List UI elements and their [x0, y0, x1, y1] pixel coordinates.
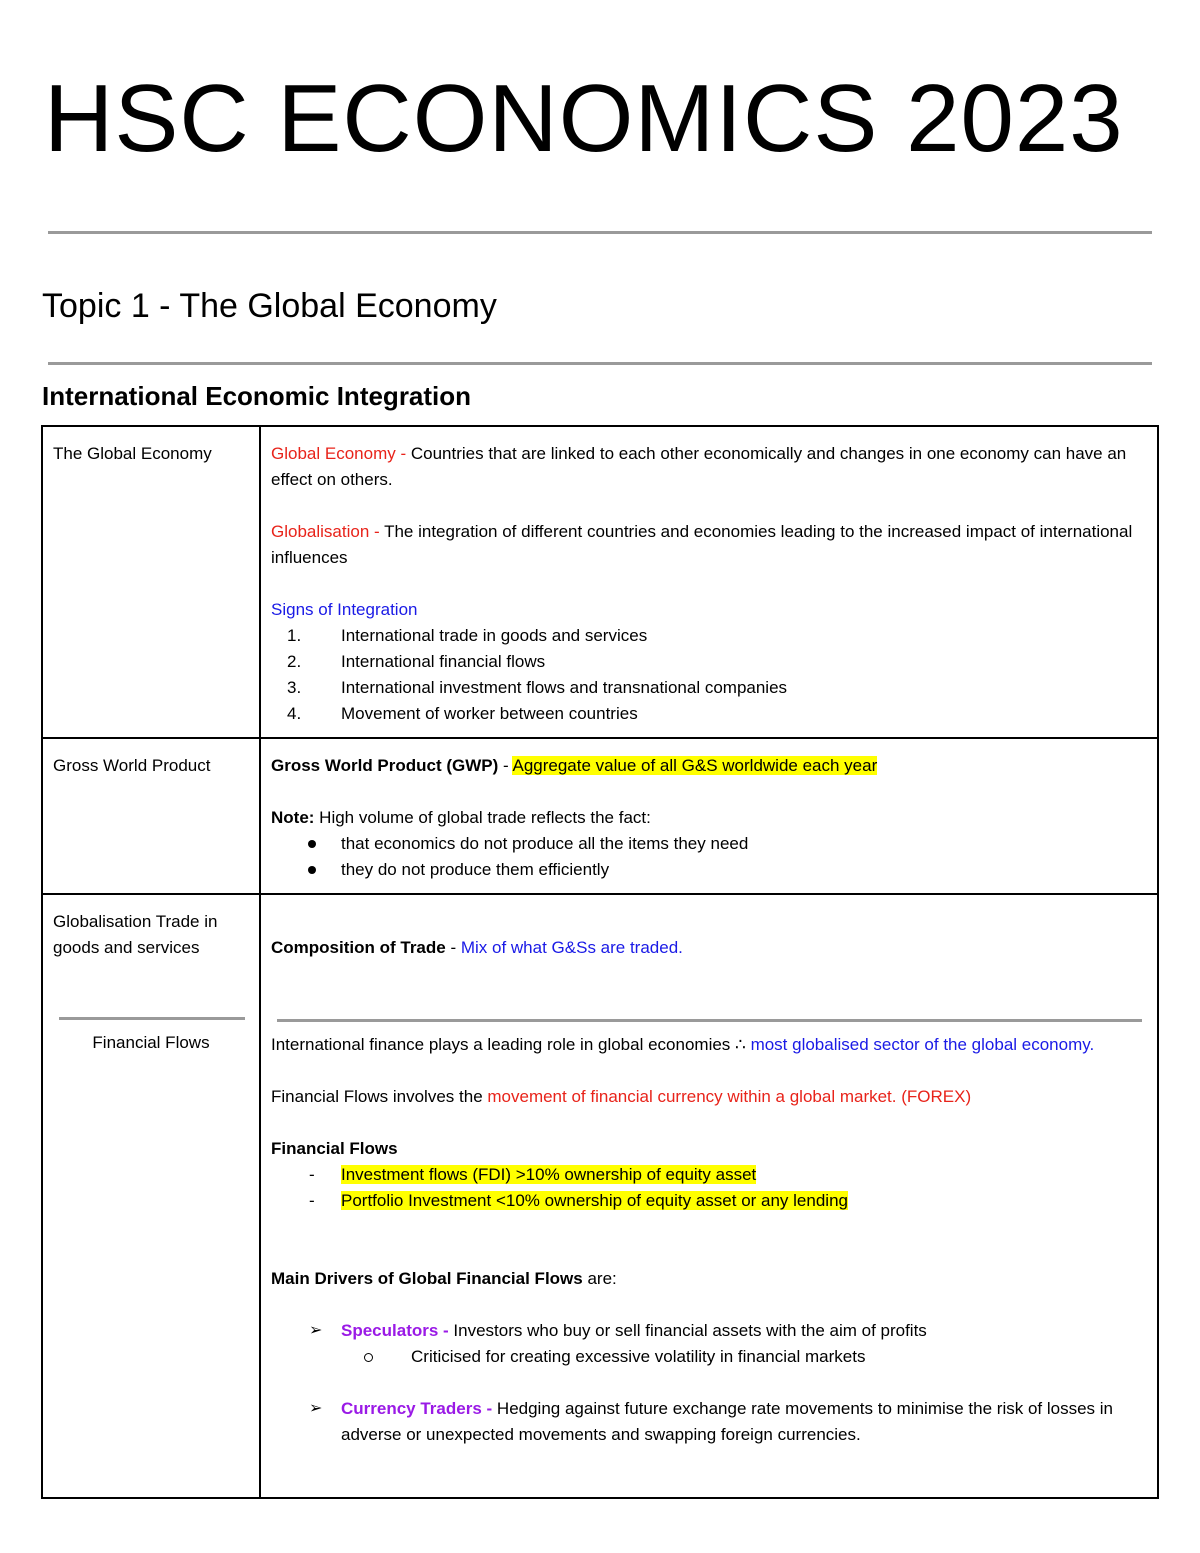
list-item: [271, 1318, 1147, 1370]
flow-types-list: [271, 1162, 1147, 1214]
table-row: [42, 738, 1158, 894]
highlighted-definition: Aggregate value of all G&S worldwide each year: [512, 756, 878, 775]
drivers-list: [271, 1396, 1147, 1448]
list-item: [271, 701, 1147, 727]
list-item: [271, 857, 1147, 883]
list-item-text: they do not produce them efficiently: [341, 860, 610, 879]
notes-table: [41, 425, 1159, 1499]
list-item: [271, 675, 1147, 701]
topic-heading: Topic 1 - The Global Economy: [42, 287, 497, 325]
flows-text: Financial Flows involves the: [271, 1087, 488, 1106]
list-item-text: International trade in goods and services: [341, 626, 648, 645]
bullet-icon: [308, 866, 316, 874]
row-label: Globalisation Trade in goods and services: [53, 912, 218, 957]
list-item-text: that economics do not produce all the items they need: [341, 834, 749, 853]
row-label: Gross World Product: [53, 756, 211, 775]
list-item-text: Investment flows (FDI) >10% ownership of equity asset: [341, 1165, 757, 1184]
definition-composition: [271, 935, 1147, 961]
definition-text: Mix of what G&Ss are traded.: [460, 938, 683, 957]
drivers-heading-text: Main Drivers of Global Financial Flows: [271, 1269, 583, 1288]
definition-globalisation: [271, 519, 1147, 571]
term: Gross World Product (GWP): [271, 756, 499, 775]
list-item-text: International financial flows: [341, 652, 546, 671]
list-number: 3.: [287, 678, 302, 697]
list-item: [271, 1162, 1147, 1188]
sub-list: [341, 1344, 1147, 1370]
table-row: [42, 894, 1158, 1498]
dash-marker: -: [309, 1191, 315, 1210]
list-item-text: Movement of worker between countries: [341, 704, 638, 723]
drivers-heading-suffix: are:: [582, 1269, 617, 1288]
document-title: HSC ECONOMICS 2023: [44, 65, 1124, 172]
circle-bullet-icon: [364, 1353, 373, 1362]
row-label-cell: [42, 426, 260, 738]
definition-global-economy: [271, 441, 1147, 493]
list-item: [271, 649, 1147, 675]
list-item: [271, 1396, 1147, 1448]
row-label: The Global Economy: [53, 444, 212, 463]
note-label: Note:: [271, 808, 315, 827]
term: Currency Traders -: [341, 1399, 493, 1418]
signs-list: [271, 623, 1147, 727]
note: [271, 805, 1147, 831]
row-content-cell: [260, 426, 1158, 738]
list-item-text: International investment flows and transnational companies: [341, 678, 788, 697]
bullet-icon: [308, 840, 316, 848]
list-item: [271, 1188, 1147, 1214]
finance-flows-definition: [271, 1084, 1147, 1110]
topic-divider: [48, 362, 1152, 365]
term: Composition of Trade: [271, 938, 446, 957]
term: Speculators -: [341, 1321, 449, 1340]
intro-emphasis: most globalised sector of the global economy.: [750, 1035, 1095, 1054]
separator: -: [445, 938, 461, 957]
signs-heading: Signs of Integration: [271, 600, 418, 619]
list-number: 1.: [287, 626, 302, 645]
row-content-cell: [260, 738, 1158, 894]
term: Globalisation -: [271, 522, 380, 541]
inner-divider: [59, 1017, 245, 1020]
financial-flows-heading: Financial Flows: [271, 1139, 398, 1158]
arrow-bullet-icon: ➢: [309, 1400, 323, 1417]
flows-emphasis: movement of financial currency within a global market. (FOREX): [487, 1087, 972, 1106]
definition-gwp: [271, 753, 1147, 779]
list-item: [271, 623, 1147, 649]
row-label-cell: [42, 738, 260, 894]
intro-text: International finance plays a leading role in global economies ∴: [271, 1035, 751, 1054]
row-sublabel: Financial Flows: [92, 1033, 210, 1052]
note-bullets: [271, 831, 1147, 883]
table-row: [42, 426, 1158, 738]
list-number: 2.: [287, 652, 302, 671]
list-number: 4.: [287, 704, 302, 723]
definition-text: The integration of different countries and economies leading to the increased impact of international influences: [271, 522, 1133, 567]
drivers-heading: [271, 1266, 1147, 1292]
list-item-text: Hedging against future exchange rate movements to minimise the risk of losses in adverse or unexpected movements and swapping foreign currencies.: [341, 1399, 1113, 1444]
list-item-text: Criticised for creating excessive volatility in financial markets: [411, 1347, 866, 1366]
row-content-cell: [260, 894, 1158, 1498]
list-item: [341, 1344, 1147, 1370]
section-heading: International Economic Integration: [42, 381, 472, 411]
note-text: High volume of global trade reflects the fact:: [314, 808, 651, 827]
separator: -: [498, 756, 513, 775]
dash-marker: -: [309, 1165, 315, 1184]
row-label-cell: [42, 894, 260, 1498]
finance-intro: [271, 1032, 1147, 1058]
drivers-list: [271, 1318, 1147, 1370]
list-item: [271, 831, 1147, 857]
title-divider: [48, 231, 1152, 234]
list-item-text: Portfolio Investment <10% ownership of equity asset or any lending: [341, 1191, 848, 1210]
definition-text: Countries that are linked to each other economically and changes in one economy can have an effect on others.: [271, 444, 1127, 489]
arrow-bullet-icon: ➢: [309, 1322, 323, 1339]
term: Global Economy -: [271, 444, 407, 463]
list-item-text: Investors who buy or sell financial assets with the aim of profits: [448, 1321, 927, 1340]
